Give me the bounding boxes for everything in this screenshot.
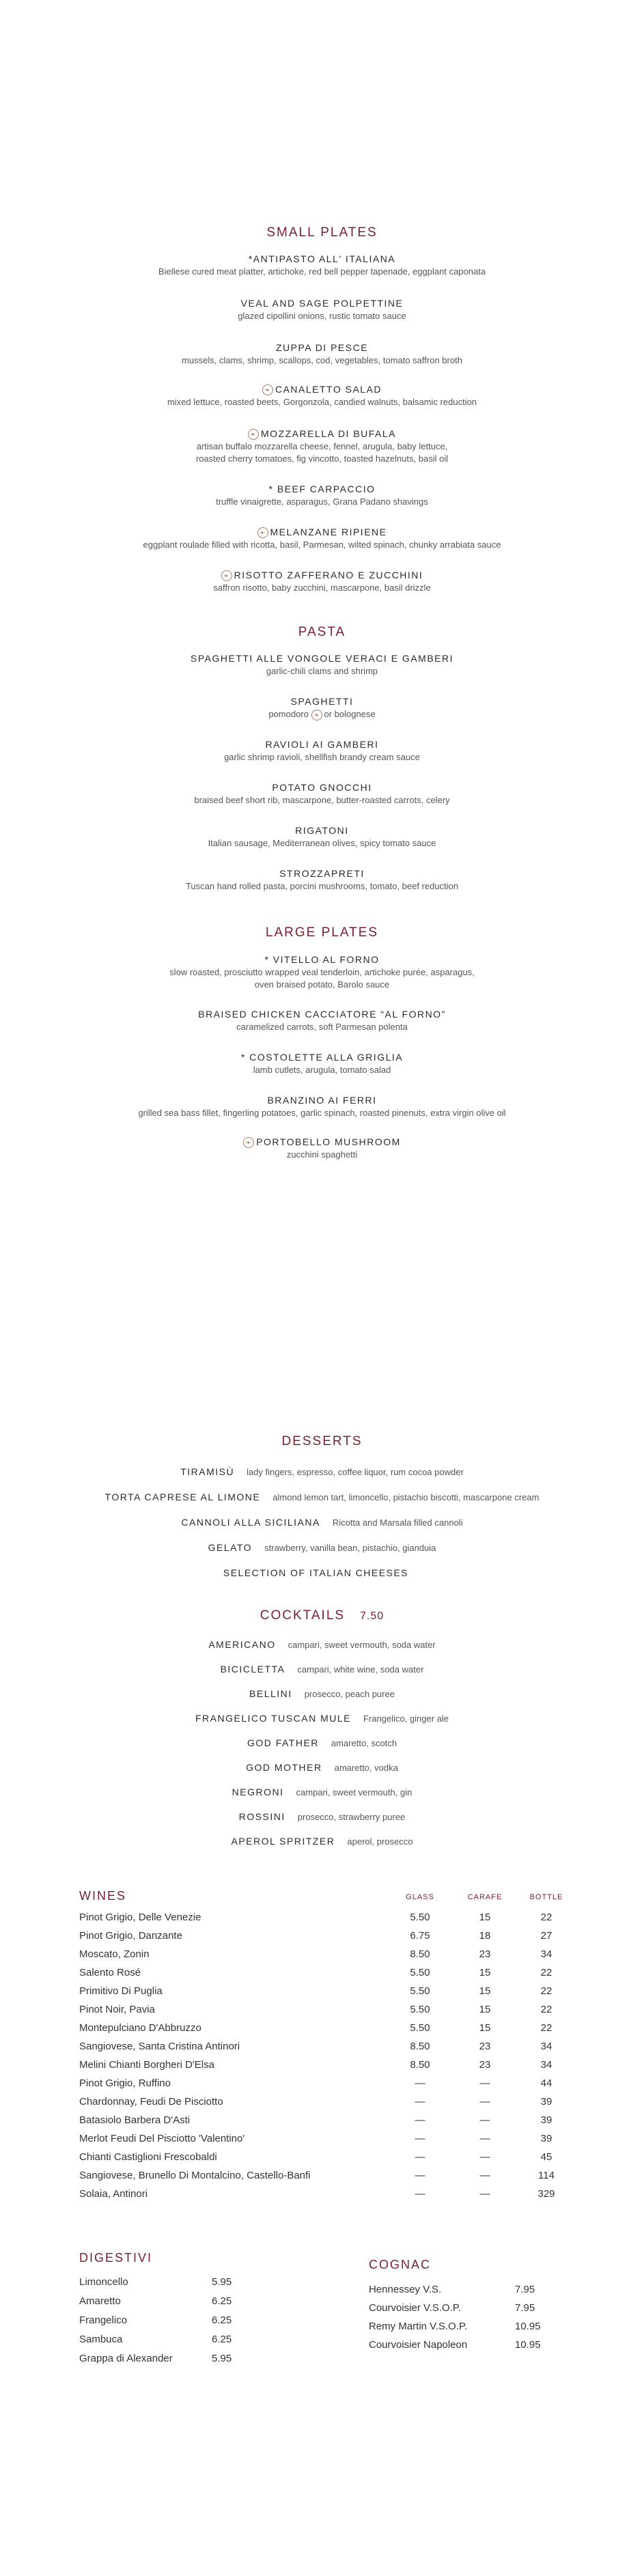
menu-item-name bbox=[0, 383, 644, 396]
menu-item bbox=[0, 867, 644, 893]
digestivo-price: 6.25 bbox=[212, 2295, 232, 2307]
pasta-title-text: PASTA bbox=[298, 625, 346, 639]
wine-row bbox=[0, 1930, 644, 1948]
menu-item-name bbox=[0, 652, 644, 665]
menu-item-name bbox=[0, 867, 644, 880]
item-name-text: RAVIOLI AI GAMBERI bbox=[265, 739, 379, 750]
menu-item-name bbox=[0, 341, 644, 354]
wine-row bbox=[0, 2170, 644, 2187]
vegetarian-leaf-icon: ❧ bbox=[221, 570, 232, 581]
digestivo-row bbox=[79, 2295, 257, 2314]
menu-item-name bbox=[0, 953, 644, 966]
menu-item-desc: glazed cipollini onions, rustic tomato sauce bbox=[238, 311, 406, 321]
menu-item-name bbox=[0, 824, 644, 837]
cognac-price: 7.95 bbox=[515, 2302, 535, 2314]
item-name-text: STROZZAPRETI bbox=[279, 868, 365, 879]
menu-item-name bbox=[0, 1136, 644, 1149]
menu-item-desc: truffle vinaigrette, asparagus, Grana Padano shavings bbox=[216, 496, 428, 507]
menu-item-name bbox=[0, 781, 644, 794]
small-plates-title bbox=[0, 225, 644, 240]
cocktails-title-text: COCKTAILS bbox=[260, 1608, 346, 1623]
menu-item-desc: grilled sea bass fillet, fingerling potatoes, garlic spinach, roasted pinenuts, extra virgin olive oil bbox=[138, 1108, 506, 1118]
menu-item-name: FRANGELICO TUSCAN MULE bbox=[195, 1713, 351, 1724]
digestivo-price: 5.95 bbox=[212, 2353, 232, 2364]
menu-item bbox=[0, 738, 644, 764]
digestivi-title: DIGESTIVI bbox=[79, 2251, 153, 2265]
wine-name: Montepulciano D'Abbruzzo bbox=[79, 2022, 201, 2034]
digestivo-price: 6.25 bbox=[212, 2334, 232, 2345]
wine-row bbox=[0, 2059, 644, 2077]
wine-name: Solaia, Antinori bbox=[79, 2188, 148, 2200]
item-name-text: MOZZARELLA DI BUFALA bbox=[260, 428, 397, 439]
menu-item-desc: mixed lettuce, roasted beets, Gorgonzola, candied walnuts, balsamic reduction bbox=[167, 397, 477, 407]
menu-item-name bbox=[0, 297, 644, 310]
menu-item-desc: lady fingers, espresso, coffee liquor, rum cocoa powder bbox=[247, 1467, 464, 1477]
cognac-title: COGNAC bbox=[369, 2258, 432, 2271]
large-plates-title-text: LARGE PLATES bbox=[265, 925, 379, 940]
wine-price: 22 bbox=[540, 1912, 552, 1923]
wine-price: 18 bbox=[479, 1930, 491, 1942]
menu-item-desc: caramelized carrots, soft Parmesan polenta bbox=[236, 1022, 408, 1032]
vegetarian-leaf-icon: ❧ bbox=[248, 429, 259, 440]
wine-price: 39 bbox=[540, 2114, 552, 2126]
menu-item bbox=[0, 652, 644, 677]
menu-item-name: NEGRONI bbox=[232, 1787, 284, 1797]
desserts-title-text: DESSERTS bbox=[281, 1434, 363, 1448]
wine-price: 22 bbox=[540, 2022, 552, 2034]
digestivo-name: Limoncello bbox=[79, 2276, 128, 2288]
wine-name: Sangiovese, Brunello Di Montalcino, Castello-Banfi bbox=[79, 2170, 311, 2181]
wine-price: 8.50 bbox=[410, 2059, 430, 2071]
wine-price: 39 bbox=[540, 2096, 552, 2108]
menu-item-name: TORTA CAPRESE AL LIMONE bbox=[104, 1492, 261, 1502]
vegetarian-leaf-icon: ❧ bbox=[311, 710, 322, 720]
item-name-text: CANALETTO SALAD bbox=[275, 384, 382, 395]
wine-price: 15 bbox=[479, 1967, 491, 1978]
wine-price: 44 bbox=[540, 2077, 552, 2089]
wine-price: 23 bbox=[479, 2041, 491, 2052]
menu-item-name: APEROL SPRITZER bbox=[231, 1836, 335, 1847]
wine-row bbox=[0, 1985, 644, 2003]
digestivo-row bbox=[79, 2334, 257, 2353]
menu-item-desc: campari, white wine, soda water bbox=[297, 1664, 424, 1675]
menu-item-desc: almond lemon tart, limoncello, pistachio biscotti, mascarpone cream bbox=[272, 1492, 540, 1502]
menu-item bbox=[0, 428, 644, 465]
wine-price: — bbox=[479, 2188, 490, 2200]
menu-item bbox=[0, 383, 644, 408]
wine-price: — bbox=[415, 2096, 425, 2108]
wine-price: 5.50 bbox=[410, 1967, 430, 1978]
item-name-text: ZUPPA DI PESCE bbox=[275, 342, 369, 353]
menu-item bbox=[0, 953, 644, 991]
desc-part: or bolognese bbox=[324, 709, 376, 719]
menu-item bbox=[0, 1687, 644, 1701]
menu-item-name: AMERICANO bbox=[208, 1639, 276, 1650]
wine-row bbox=[0, 2022, 644, 2040]
wine-price: — bbox=[479, 2151, 490, 2163]
wine-price: 114 bbox=[538, 2170, 555, 2181]
menu-item-name bbox=[0, 483, 644, 496]
cognac-row bbox=[369, 2284, 574, 2303]
menu-item-desc: eggplant roulade filled with ricotta, basil, Parmesan, wilted spinach, chunky arrabiata sauce bbox=[143, 540, 501, 550]
menu-item-desc: Tuscan hand rolled pasta, porcini mushrooms, tomato, beef reduction bbox=[185, 881, 459, 891]
menu-item bbox=[0, 781, 644, 807]
menu-item-desc: garlic-chili clams and shrimp bbox=[266, 666, 378, 676]
wine-price: 23 bbox=[479, 1948, 491, 1960]
cognac-price: 10.95 bbox=[515, 2339, 541, 2351]
item-name-text: RIGATONI bbox=[295, 825, 349, 836]
wine-price: 39 bbox=[540, 2133, 552, 2144]
item-name-text: SPAGHETTI ALLE VONGOLE VERACI E GAMBERI bbox=[191, 653, 453, 664]
menu-item bbox=[0, 695, 644, 720]
menu-item bbox=[0, 341, 644, 367]
item-name-text: MELANZANE RIPIENE bbox=[270, 527, 387, 537]
menu-item-name: ROSSINI bbox=[238, 1811, 285, 1822]
item-name-text: *ANTIPASTO ALL' ITALIANA bbox=[248, 253, 396, 264]
wine-row bbox=[0, 2188, 644, 2206]
wine-price: — bbox=[415, 2151, 425, 2163]
item-name-text: BRANZINO AI FERRI bbox=[267, 1095, 377, 1106]
wine-price: — bbox=[415, 2114, 425, 2126]
menu-item bbox=[0, 1736, 644, 1750]
menu-item bbox=[0, 1094, 644, 1119]
menu-item-desc: campari, sweet vermouth, gin bbox=[296, 1787, 412, 1797]
cocktails-title bbox=[0, 1608, 644, 1623]
wine-price: 23 bbox=[479, 2059, 491, 2071]
digestivo-row bbox=[79, 2276, 257, 2295]
menu-item bbox=[0, 1465, 644, 1479]
menu-item-name: GOD MOTHER bbox=[246, 1762, 322, 1773]
vegetarian-leaf-icon: ❧ bbox=[243, 1137, 254, 1148]
wine-price: 5.50 bbox=[410, 1912, 430, 1923]
item-name-text: * COSTOLETTE ALLA GRIGLIA bbox=[240, 1052, 404, 1063]
wine-name: Pinot Noir, Pavia bbox=[79, 2004, 155, 2015]
menu-item bbox=[0, 1810, 644, 1824]
menu-item-name bbox=[0, 1051, 644, 1064]
menu-item-name bbox=[0, 695, 644, 708]
wine-price: 45 bbox=[540, 2151, 552, 2163]
desc-part: pomodoro bbox=[268, 709, 309, 719]
menu-item-name bbox=[0, 253, 644, 266]
wine-price: 22 bbox=[540, 2004, 552, 2015]
wine-row bbox=[0, 1967, 644, 1985]
item-name-text: * VITELLO AL FORNO bbox=[264, 954, 380, 965]
menu-item-desc: mussels, clams, shrimp, scallops, cod, vegetables, tomato saffron broth bbox=[182, 355, 462, 365]
wine-price: 8.50 bbox=[410, 2041, 430, 2052]
item-name-text: * BEEF CARPACCIO bbox=[268, 484, 376, 494]
wine-price: 15 bbox=[479, 2022, 491, 2034]
wine-price: — bbox=[479, 2077, 490, 2089]
cocktails-price: 7.50 bbox=[360, 1610, 384, 1622]
digestivo-row bbox=[79, 2314, 257, 2334]
cognac-price: 7.95 bbox=[515, 2284, 535, 2295]
menu-item-desc: prosecco, peach puree bbox=[304, 1689, 395, 1699]
menu-item-name: GOD FATHER bbox=[247, 1737, 319, 1748]
item-name-text: SPAGHETTI bbox=[290, 696, 354, 707]
item-name-text: VEAL AND SAGE POLPETTINE bbox=[240, 298, 404, 309]
digestivo-price: 6.25 bbox=[212, 2314, 232, 2326]
digestivo-name: Grappa di Alexander bbox=[79, 2353, 173, 2364]
menu-item-desc: oven braised potato, Barolo sauce bbox=[254, 979, 390, 990]
menu-item-desc: Ricotta and Marsala filled cannoli bbox=[332, 1517, 463, 1528]
menu-item-name: BELLINI bbox=[249, 1688, 292, 1699]
menu-item bbox=[0, 1785, 644, 1800]
wine-price: 22 bbox=[540, 1967, 552, 1978]
menu-item-desc: garlic shrimp ravioli, shellfish brandy cream sauce bbox=[224, 752, 420, 762]
wine-column-header: CARAFE bbox=[467, 1893, 503, 1901]
wine-price: 22 bbox=[540, 1985, 552, 1997]
menu-item-name bbox=[0, 526, 644, 539]
wine-name: Salento Rosé bbox=[79, 1967, 141, 1978]
wine-price: 15 bbox=[479, 1912, 491, 1923]
wine-row bbox=[0, 2041, 644, 2058]
wine-price: 8.50 bbox=[410, 1948, 430, 1960]
wine-row bbox=[0, 2133, 644, 2151]
wine-name: Melini Chianti Borgheri D'Elsa bbox=[79, 2059, 214, 2071]
digestivo-name: Amaretto bbox=[79, 2295, 121, 2307]
menu-item-desc: campari, sweet vermouth, soda water bbox=[288, 1640, 436, 1650]
menu-item-desc: prosecco, strawberry puree bbox=[297, 1812, 406, 1822]
menu-item-desc: artisan buffalo mozzarella cheese, fennel, arugula, baby lettuce, bbox=[196, 441, 448, 451]
wine-row bbox=[0, 2077, 644, 2095]
wines-title: WINES bbox=[79, 1889, 127, 1903]
wine-price: 5.50 bbox=[410, 1985, 430, 1997]
menu-item bbox=[0, 1051, 644, 1076]
menu-item-desc: Frangelico, ginger ale bbox=[363, 1713, 449, 1724]
wine-price: — bbox=[415, 2188, 425, 2200]
wine-price: 34 bbox=[540, 2059, 552, 2071]
wine-price: — bbox=[415, 2170, 425, 2181]
menu-item-name: BICICLETTA bbox=[220, 1664, 285, 1675]
item-name-text: PORTOBELLO MUSHROOM bbox=[256, 1136, 401, 1147]
wine-row bbox=[0, 1912, 644, 1929]
wine-price: — bbox=[479, 2114, 490, 2126]
item-name-text: POTATO GNOCCHI bbox=[272, 782, 372, 793]
digestivo-price: 5.95 bbox=[212, 2276, 232, 2288]
digestivo-row bbox=[79, 2353, 257, 2372]
wine-column-header: BOTTLE bbox=[529, 1893, 563, 1901]
menu-item-name bbox=[0, 1094, 644, 1107]
desserts-title bbox=[0, 1434, 644, 1449]
wine-price: 34 bbox=[540, 2041, 552, 2052]
wine-name: Chianti Castiglioni Frescobaldi bbox=[79, 2151, 217, 2163]
menu-item bbox=[0, 1566, 644, 1580]
menu-item bbox=[0, 297, 644, 322]
menu-item bbox=[0, 1761, 644, 1775]
cognac-name: Remy Martin V.S.O.P. bbox=[369, 2321, 468, 2332]
wine-price: — bbox=[415, 2077, 425, 2089]
wine-price: 5.50 bbox=[410, 2022, 430, 2034]
menu-item bbox=[0, 483, 644, 508]
wine-price: — bbox=[479, 2170, 490, 2181]
wine-price: 6.75 bbox=[410, 1930, 430, 1942]
menu-item-desc: lamb cutlets, arugula, tomato salad bbox=[253, 1065, 391, 1075]
large-plates-title bbox=[0, 925, 644, 940]
digestivo-name: Frangelico bbox=[79, 2314, 128, 2326]
menu-item-desc: braised beef short rib, mascarpone, butter-roasted carrots, celery bbox=[194, 795, 450, 805]
wine-row bbox=[0, 2151, 644, 2169]
menu-item-name bbox=[0, 738, 644, 751]
wine-price: — bbox=[415, 2133, 425, 2144]
wine-name: Pinot Grigio, Delle Venezie bbox=[79, 1912, 201, 1923]
menu-item-desc: aperol, prosecco bbox=[347, 1836, 413, 1847]
menu-item-name bbox=[0, 1008, 644, 1021]
menu-item bbox=[0, 1662, 644, 1677]
wine-price: 27 bbox=[540, 1930, 552, 1942]
wine-name: Pinot Grigio, Danzante bbox=[79, 1930, 182, 1942]
menu-item bbox=[0, 1515, 644, 1530]
menu-item bbox=[0, 1834, 644, 1849]
item-name-text: RISOTTO ZAFFERANO E ZUCCHINI bbox=[234, 570, 423, 580]
wine-price: 329 bbox=[537, 2188, 555, 2200]
menu-item bbox=[0, 824, 644, 850]
wine-row bbox=[0, 1948, 644, 1966]
menu-item bbox=[0, 569, 644, 594]
small-plates-title-text: SMALL PLATES bbox=[266, 225, 378, 240]
wine-row bbox=[0, 2096, 644, 2114]
digestivo-name: Sambuca bbox=[79, 2334, 123, 2345]
cognac-row bbox=[369, 2339, 574, 2358]
wine-column-header: GLASS bbox=[406, 1893, 434, 1901]
cognac-row bbox=[369, 2321, 574, 2340]
wine-price: — bbox=[479, 2096, 490, 2108]
menu-item bbox=[0, 1490, 644, 1504]
wine-price: 34 bbox=[540, 1948, 552, 1960]
menu-item-desc: roasted cherry tomatoes, fig vincotto, toasted hazelnuts, basil oil bbox=[195, 453, 449, 464]
menu-item-name bbox=[0, 428, 644, 440]
wine-name: Pinot Grigio, Ruffino bbox=[79, 2077, 171, 2089]
wine-name: Merlot Feudi Del Pisciotto 'Valentino' bbox=[79, 2133, 245, 2144]
menu-item-desc: zucchini spaghetti bbox=[286, 1149, 358, 1160]
menu-item-desc: strawberry, vanilla bean, pistachio, gianduia bbox=[264, 1543, 436, 1553]
wine-name: Batasiolo Barbera D'Asti bbox=[79, 2114, 191, 2126]
menu-item-name: GELATO bbox=[208, 1542, 253, 1553]
menu-item-desc: slow roasted, prosciutto wrapped veal tenderloin, artichoke purée, asparagus, bbox=[169, 967, 475, 977]
vegetarian-leaf-icon: ❧ bbox=[262, 384, 273, 395]
wine-price: 5.50 bbox=[410, 2004, 430, 2015]
wine-name: Primitivo Di Puglia bbox=[79, 1985, 163, 1997]
wine-row bbox=[0, 2004, 644, 2021]
menu-item bbox=[0, 1638, 644, 1652]
menu-item bbox=[0, 1541, 644, 1555]
menu-item bbox=[0, 1008, 644, 1033]
cognac-row bbox=[369, 2302, 574, 2321]
menu-item-desc: Italian sausage, Mediterranean olives, spicy tomato sauce bbox=[208, 838, 436, 848]
menu-item-name bbox=[0, 569, 644, 582]
menu-item bbox=[0, 253, 644, 278]
vegetarian-leaf-icon: ❧ bbox=[257, 527, 268, 538]
menu-item-name: CANNOLI ALLA SICILIANA bbox=[181, 1517, 320, 1528]
cognac-name: Courvoisier Napoleon bbox=[369, 2339, 468, 2351]
wine-name: Sangiovese, Santa Cristina Antinori bbox=[79, 2041, 240, 2052]
menu-item-desc: saffron risotto, baby zucchini, mascarpone, basil drizzle bbox=[213, 583, 431, 593]
wine-price: — bbox=[479, 2133, 490, 2144]
menu-item-desc: Biellese cured meat platter, artichoke, red bell pepper tapenade, eggplant caponata bbox=[158, 266, 486, 277]
menu-item-name: TIRAMISÙ bbox=[180, 1466, 235, 1477]
menu-item-desc bbox=[0, 708, 644, 720]
menu-item bbox=[0, 526, 644, 551]
wine-price: 15 bbox=[479, 2004, 491, 2015]
menu-item-desc: amaretto, vodka bbox=[334, 1763, 398, 1773]
menu-item-desc: amaretto, scotch bbox=[331, 1738, 397, 1748]
cognac-name: Hennessey V.S. bbox=[369, 2284, 442, 2295]
wine-row bbox=[0, 2114, 644, 2132]
menu-item-name: SELECTION OF ITALIAN CHEESES bbox=[223, 1567, 409, 1578]
menu-item bbox=[0, 1711, 644, 1726]
wine-price: 15 bbox=[479, 1985, 491, 1997]
cognac-price: 10.95 bbox=[515, 2321, 541, 2332]
item-name-text: BRAISED CHICKEN CACCIATORE “AL FORNO” bbox=[198, 1009, 446, 1020]
cognac-name: Courvoisier V.S.O.P. bbox=[369, 2302, 462, 2314]
wine-name: Moscato, Zonin bbox=[79, 1948, 150, 1960]
pasta-title bbox=[0, 625, 644, 640]
menu-item bbox=[0, 1136, 644, 1161]
wine-name: Chardonnay, Feudi De Pisciotto bbox=[79, 2096, 223, 2108]
